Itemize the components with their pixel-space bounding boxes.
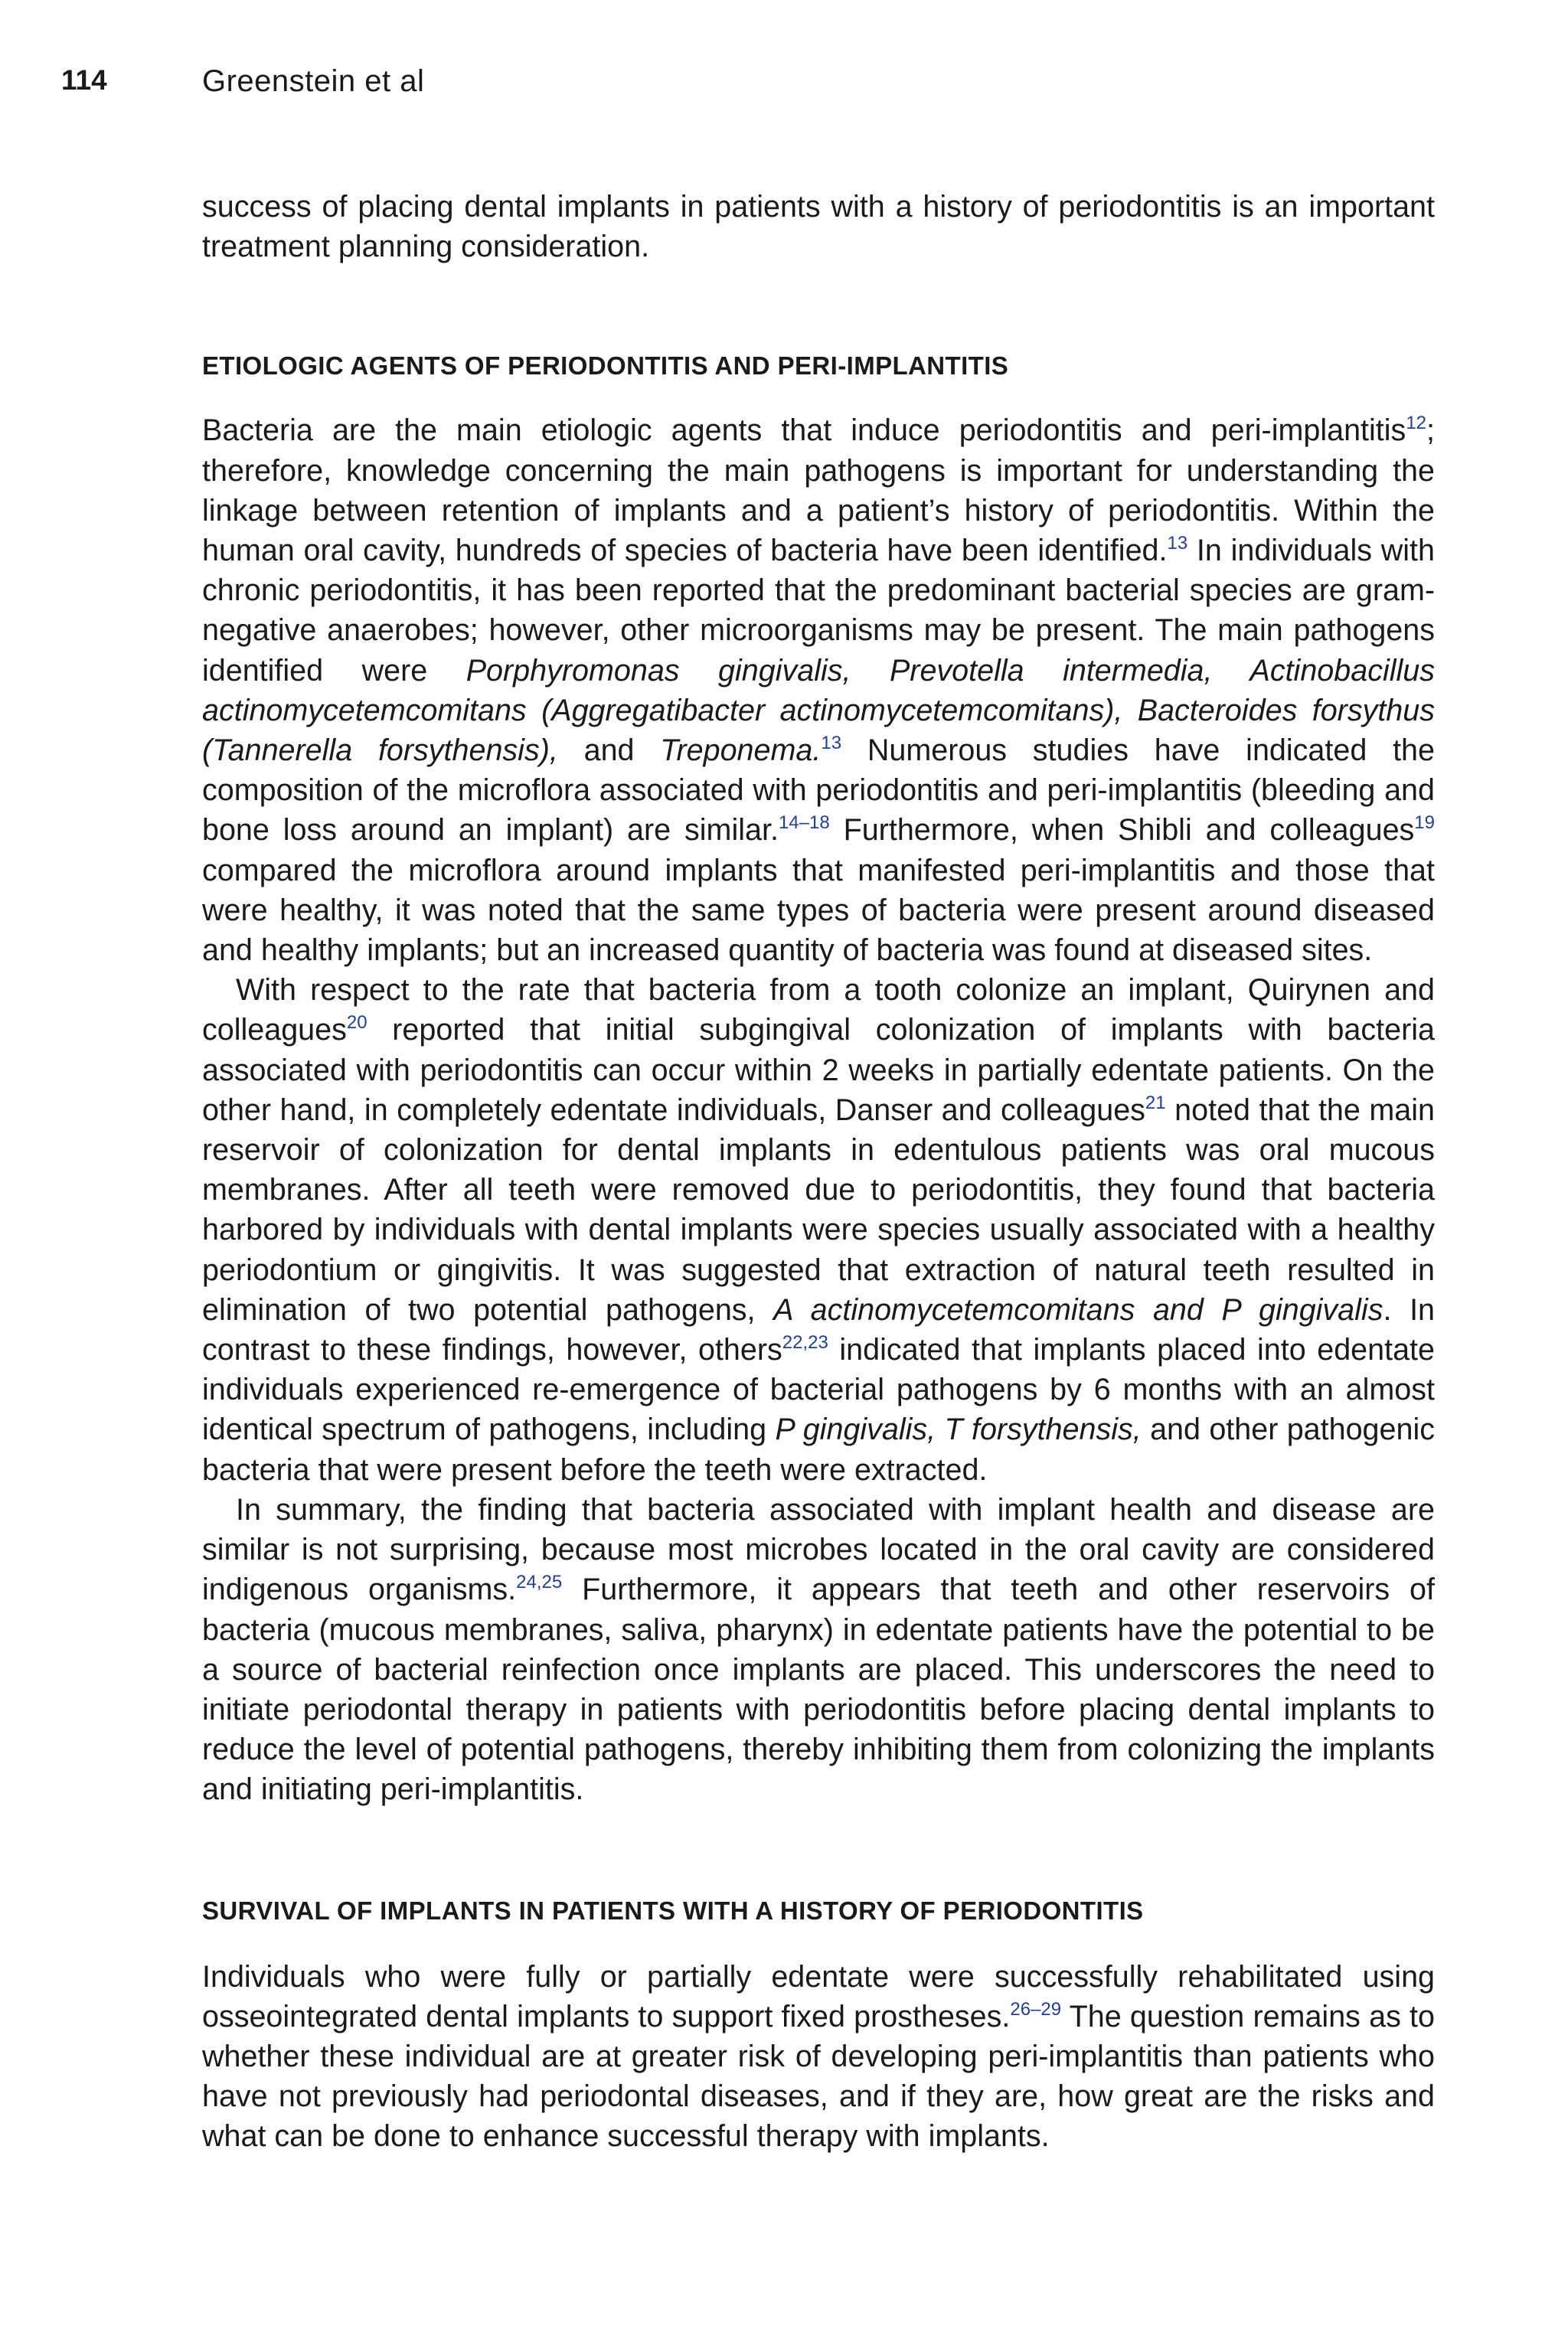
text-run: Individuals who were fully or partially edentate were successfully rehabilitated using osseointegrated dental implants to support fixed prostheses. — [202, 1959, 1435, 2034]
citation-ref[interactable]: 14–18 — [778, 812, 830, 834]
citation-ref[interactable]: 13 — [1167, 533, 1188, 554]
italic-species-names: Porphyromonas gingivalis, Prevotella intermedia, Actinobacillus actinomycetemcomitans (Aggregatibacter actinomycetemcomitans), Bacteroides forsythus (Tannerella forsythensis), — [202, 653, 1435, 768]
page-number: 114 — [61, 64, 107, 96]
citation-ref[interactable]: 22,23 — [782, 1332, 828, 1354]
text-run: reported that initial subgingival colonization of implants with bacteria associated with periodontitis can occur within 2 weeks in partially edentate patients. On the other hand, in completely edentate individuals, Danser and colleagues — [202, 1013, 1435, 1127]
citation-ref[interactable]: 13 — [821, 733, 842, 754]
italic-species-names: P gingivalis, T forsythensis, — [775, 1413, 1142, 1447]
paragraph-etiologic-1 — [202, 410, 1435, 970]
italic-species-names: A actinomycetemcomitans and P gingivalis — [773, 1292, 1383, 1327]
text-run: In individuals with chronic periodontitis, it has been reported that the predominant bacterial species are gram-negative anaerobes; however, other microorganisms may be present. The main pathogens identified were — [202, 534, 1435, 688]
text-run: . In contrast to these findings, however, others — [202, 1292, 1436, 1367]
text-run: Numerous studies have indicated the composition of the microflora associated with periodontitis and peri-implantitis (bleeding and bone loss around an implant) are similar. — [202, 733, 1435, 848]
text-run: Furthermore, when Shibli and colleagues — [829, 813, 1415, 848]
citation-ref[interactable]: 20 — [346, 1012, 368, 1034]
text-run: and — [557, 733, 661, 768]
paragraph-survival-1 — [202, 1957, 1435, 2157]
citation-ref[interactable]: 24,25 — [516, 1572, 563, 1593]
text-run: ; therefore, knowledge concerning the main pathogens is important for understanding the linkage between retention of implants and a patient’s history of periodontitis. Within the human oral cavity, hundreds of species of bacteria have been identified. — [202, 413, 1435, 568]
running-head-authors: Greenstein et al — [202, 64, 425, 98]
text-run: In summary, the finding that bacteria associated with implant health and disease are similar is not surprising, because most microbes located in the oral cavity are considered indigenous organisms. — [202, 1492, 1435, 1607]
italic-species-names: Treponema. — [660, 733, 822, 768]
citation-ref[interactable]: 26–29 — [1010, 1998, 1062, 2020]
text-run: Bacteria are the main etiologic agents that induce periodontitis and peri-implantitis — [202, 413, 1406, 448]
paragraph-intro-continuation: success of placing dental implants in patients with a history of periodontitis is an important treatment planning consideration. — [202, 190, 1435, 264]
text-run: noted that the main reservoir of colonization for dental implants in edentulous patients was oral mucous membranes. After all teeth were removed due to periodontitis, they found that bacteria harbored by individuals with dental implants were species usually associated with a healthy periodontium or gingivitis. It was suggested that extraction of natural teeth resulted in elimination of two potential pathogens, — [202, 1093, 1435, 1327]
section-heading-survival-of-implants: SURVIVAL OF IMPLANTS IN PATIENTS WITH A HISTORY OF PERIODONTITIS — [202, 1896, 1144, 1925]
article-body — [202, 187, 1435, 2157]
paragraph-etiologic-3 — [202, 1490, 1435, 1810]
citation-ref[interactable]: 19 — [1414, 812, 1435, 834]
text-run: and other pathogenic bacteria that were present before the teeth were extracted. — [202, 1413, 1435, 1487]
text-run: Furthermore, it appears that teeth and other reservoirs of bacteria (mucous membranes, saliva, pharynx) in edentate patients have the potential to be a source of bacterial reinfection once implants are placed. This underscores the need to initiate periodontal therapy in patients with periodontitis before placing dental implants to reduce the level of potential pathogens, thereby inhibiting them from colonizing the implants and initiating peri-implantitis. — [202, 1573, 1435, 1807]
text-run: compared the microflora around implants that manifested peri-implantitis and those that were healthy, it was noted that the same types of bacteria were present around diseased and healthy implants; but an increased quantity of bacteria was found at diseased sites. — [202, 853, 1435, 968]
text-run: The question remains as to whether these individual are at greater risk of developing peri-implantitis than patients who have not previously had periodontal diseases, and if they are, how great are the risks and what can be done to enhance successful therapy with implants. — [202, 1999, 1436, 2154]
running-head — [61, 64, 1439, 110]
text-run: indicated that implants placed into edentate individuals experienced re-emergence of bacterial pathogens by 6 months with an almost identical spectrum of pathogens, including — [202, 1333, 1435, 1447]
section-heading-etiologic-agents: ETIOLOGIC AGENTS OF PERIODONTITIS AND PERI-IMPLANTITIS — [202, 351, 1009, 381]
text-run: With respect to the rate that bacteria from a tooth colonize an implant, Quirynen and colleagues — [202, 973, 1435, 1047]
paragraph-etiologic-2 — [202, 970, 1435, 1490]
citation-ref[interactable]: 21 — [1145, 1092, 1166, 1113]
citation-ref[interactable]: 12 — [1406, 413, 1427, 434]
